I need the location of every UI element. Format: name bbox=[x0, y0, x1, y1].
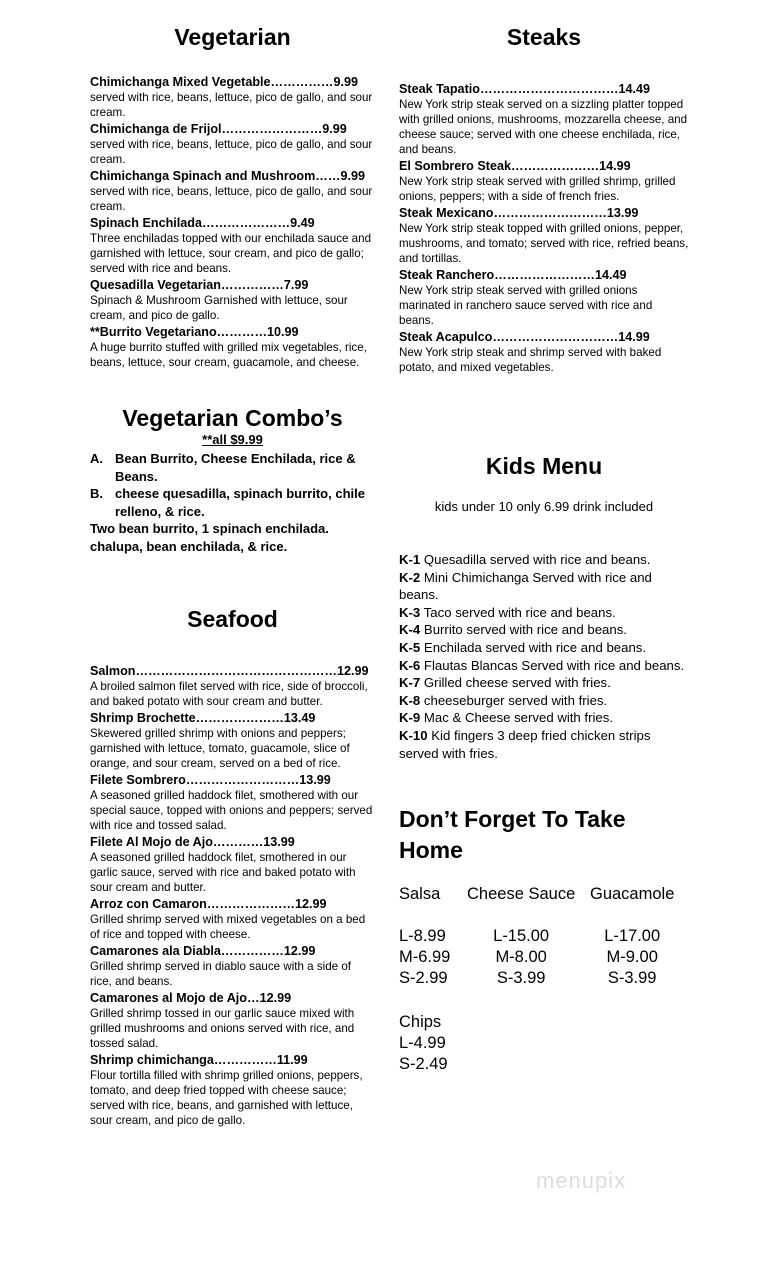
kids-item bbox=[399, 639, 689, 657]
seafood-items bbox=[90, 663, 375, 1129]
kids-item bbox=[399, 692, 689, 710]
kids-text: Grilled cheese served with fries. bbox=[420, 675, 611, 691]
kids-text: Mini Chimichanga Served with rice and beans. bbox=[399, 569, 652, 603]
combo-option bbox=[90, 450, 375, 485]
to-go-medium: M-9.00 bbox=[606, 948, 658, 966]
menu-item bbox=[90, 710, 375, 771]
combo-title: Vegetarian Combo’s bbox=[122, 405, 343, 431]
kids-item bbox=[399, 657, 689, 675]
combo-text: cheese quesadilla, spinach burrito, chile relleno, & rice. bbox=[115, 486, 365, 519]
combo-option bbox=[90, 485, 375, 520]
item-description: Grilled shrimp served with mixed vegetables on a bed of rice and topped with cheese. bbox=[90, 913, 366, 941]
kids-code: K-10 bbox=[399, 727, 428, 743]
kids-text: Burrito served with rice and beans. bbox=[420, 622, 627, 638]
to-go-name: Salsa bbox=[399, 885, 441, 903]
to-go-name: Guacamole bbox=[590, 885, 675, 903]
to-go-column-salsa bbox=[399, 884, 450, 989]
to-go-small: S-2.99 bbox=[399, 969, 448, 987]
item-name: Quesadilla Vegetarian……………7.99 bbox=[90, 278, 309, 292]
to-go-medium: M-6.99 bbox=[399, 948, 451, 966]
to-go-column-guacamole bbox=[590, 884, 674, 989]
menu-item bbox=[90, 168, 375, 214]
item-description: A huge burrito stuffed with grilled mix vegetables, rice, beans, lettuce, sour cream, guacamole, and cheese. bbox=[90, 341, 367, 369]
to-go-title-line: Home bbox=[399, 837, 463, 863]
to-go-medium: M-8.00 bbox=[495, 948, 547, 966]
kids-text: Kid fingers 3 deep fried chicken strips served with fries. bbox=[399, 727, 651, 761]
right-column bbox=[399, 0, 689, 1265]
menu-item bbox=[90, 834, 375, 895]
kids-title: Kids Menu bbox=[485, 453, 603, 479]
vegetarian-items bbox=[90, 74, 375, 371]
item-name: Camarones ala Diabla……………12.99 bbox=[90, 944, 316, 958]
steaks-title: Steaks bbox=[506, 24, 582, 50]
kids-code: K-5 bbox=[399, 639, 421, 655]
item-description: A broiled salmon filet served with rice, side of broccoli, and baked potato with sour cream and butter. bbox=[90, 680, 368, 708]
to-go-large: L-15.00 bbox=[493, 927, 550, 945]
item-name: Shrimp Brochette…………………13.49 bbox=[90, 711, 316, 725]
item-name: Filete Al Mojo de Ajo…………13.99 bbox=[90, 835, 295, 849]
to-go-name: Cheese Sauce bbox=[467, 885, 576, 903]
item-description: A seasoned grilled haddock filet, smothered with our special sauce, topped with onions and peppers; served with rice and tossed salad. bbox=[90, 789, 373, 832]
item-name: Spinach Enchilada…………………9.49 bbox=[90, 216, 315, 230]
item-description: Three enchiladas topped with our enchilada sauce and garnished with lettuce, sour cream, and pico de gallo; served with rice and beans. bbox=[90, 232, 372, 275]
combo-letter: B. bbox=[90, 486, 103, 501]
kids-text: Flautas Blancas Served with rice and beans. bbox=[420, 657, 685, 673]
item-name: Shrimp chimichanga……………11.99 bbox=[90, 1053, 308, 1067]
kids-item bbox=[399, 727, 689, 762]
menu-item bbox=[399, 81, 689, 157]
kids-code: K-1 bbox=[399, 552, 421, 567]
kids-code: K-8 bbox=[399, 692, 421, 708]
kids-text: Quesadilla served with rice and beans. bbox=[420, 552, 651, 567]
item-description: served with rice, beans, lettuce, pico de gallo, and sour cream. bbox=[90, 91, 373, 119]
kids-code: K-4 bbox=[399, 622, 421, 638]
to-go-large: L-17.00 bbox=[604, 927, 661, 945]
item-description: Skewered grilled shrimp with onions and peppers; garnished with lettuce, tomato, guacamole, slice of orange, and sour cream, served on a bed of rice. bbox=[90, 727, 350, 770]
chips-large: L-4.99 bbox=[399, 1034, 446, 1052]
item-description: Spinach & Mushroom Garnished with lettuce, sour cream, and pico de gallo. bbox=[90, 294, 348, 322]
kids-code: K-7 bbox=[399, 675, 421, 691]
to-go-small: S-3.99 bbox=[496, 969, 546, 987]
menu-item bbox=[90, 943, 375, 989]
to-go-title bbox=[399, 804, 626, 866]
item-name: Steak Ranchero……………………14.49 bbox=[399, 268, 627, 282]
vegetarian-title: Vegetarian bbox=[174, 24, 291, 50]
item-name: Salmon…………………………………………12.99 bbox=[90, 664, 369, 678]
menu-item bbox=[399, 267, 689, 328]
item-name: Filete Sombrero………………………13.99 bbox=[90, 773, 331, 787]
kids-code: K-2 bbox=[399, 569, 421, 585]
combo-text: Bean Burrito, Cheese Enchilada, rice & Beans. bbox=[115, 451, 356, 484]
item-description: New York strip steak served on a sizzling platter topped with grilled onions, mushrooms, mozzarella cheese, and cheese sauce; served with one cheese enchilada, rice, and beans. bbox=[399, 98, 688, 156]
kids-note: kids under 10 only 6.99 drink included bbox=[434, 499, 654, 514]
to-go-large: L-8.99 bbox=[399, 927, 446, 945]
item-description: Flour tortilla filled with shrimp grilled onions, peppers, tomato, and deep fried topped with cheese sauce; served with rice, beans, and garnished with lettuce, sour cream, and pico de gallo. bbox=[90, 1069, 363, 1127]
kids-text: cheeseburger served with fries. bbox=[420, 692, 608, 708]
menu-item bbox=[399, 329, 689, 375]
item-name: Camarones al Mojo de Ajo…12.99 bbox=[90, 991, 292, 1005]
item-description: Grilled shrimp served in diablo sauce with a side of rice, and beans. bbox=[90, 960, 351, 988]
item-description: New York strip steak served with grilled shrimp, grilled onions, peppers; with a side of french fries. bbox=[399, 175, 676, 203]
menu-item bbox=[90, 277, 375, 323]
menu-item bbox=[90, 121, 375, 167]
to-go-title-line: Don’t Forget To Take bbox=[399, 806, 626, 832]
seafood-title: Seafood bbox=[187, 606, 278, 632]
combo-extra: Two bean burrito, 1 spinach enchilada. chalupa, bean enchilada, & rice. bbox=[90, 521, 329, 554]
to-go-chips bbox=[399, 1012, 448, 1075]
watermark-logo: menupix bbox=[536, 1168, 627, 1193]
item-name: El Sombrero Steak…………………14.99 bbox=[399, 159, 631, 173]
menu-item bbox=[399, 158, 689, 204]
kids-item bbox=[399, 674, 689, 692]
item-name: Steak Acapulco…………………………14.99 bbox=[399, 330, 650, 344]
item-description: New York strip steak topped with grilled onions, pepper, mushrooms, and tomato; served with rice, refried beans, and tortillas. bbox=[399, 222, 689, 265]
item-name: Chimichanga de Frijol……………………9.99 bbox=[90, 122, 347, 136]
menu-item bbox=[399, 205, 689, 266]
to-go-column-cheese-sauce bbox=[467, 884, 575, 989]
kids-item bbox=[399, 604, 689, 622]
kids-text: Taco served with rice and beans. bbox=[420, 604, 616, 620]
kids-code: K-6 bbox=[399, 657, 421, 673]
item-description: served with rice, beans, lettuce, pico de gallo, and sour cream. bbox=[90, 138, 373, 166]
chips-name: Chips bbox=[399, 1013, 442, 1031]
item-description: served with rice, beans, lettuce, pico de gallo, and sour cream. bbox=[90, 185, 373, 213]
item-name: Steak Mexicano………………………13.99 bbox=[399, 206, 639, 220]
menu-item bbox=[90, 324, 375, 370]
kids-item bbox=[399, 709, 689, 727]
menu-item bbox=[90, 74, 375, 120]
left-column bbox=[90, 0, 375, 1265]
kids-code: K-3 bbox=[399, 604, 421, 620]
combo-letter: A. bbox=[90, 451, 103, 466]
item-name: Chimichanga Spinach and Mushroom……9.99 bbox=[90, 169, 366, 183]
item-description: Grilled shrimp tossed in our garlic sauce mixed with grilled mushrooms and onions served with rice, and tossed salad. bbox=[90, 1007, 355, 1050]
kids-item bbox=[399, 569, 689, 604]
kids-text: Mac & Cheese served with fries. bbox=[420, 710, 614, 726]
combo-options bbox=[90, 450, 375, 555]
to-go-small: S-3.99 bbox=[607, 969, 657, 987]
kids-items bbox=[399, 551, 689, 762]
menu-item bbox=[90, 896, 375, 942]
kids-code: K-9 bbox=[399, 710, 421, 726]
menu-item bbox=[90, 1052, 375, 1128]
kids-item bbox=[399, 621, 689, 639]
item-name: **Burrito Vegetariano…………10.99 bbox=[90, 325, 299, 339]
item-name: Steak Tapatio……………………………14.49 bbox=[399, 82, 650, 96]
menu-item bbox=[90, 215, 375, 276]
item-name: Arroz con Camaron…………………12.99 bbox=[90, 897, 327, 911]
item-description: New York strip steak served with grilled onions marinated in ranchero sauce served with rice and beans. bbox=[399, 284, 653, 327]
menu-item bbox=[90, 990, 375, 1051]
kids-text: Enchilada served with rice and beans. bbox=[420, 639, 647, 655]
steaks-items bbox=[399, 81, 689, 376]
item-description: A seasoned grilled haddock filet, smothered in our garlic sauce, served with rice and baked potato with sour cream and butter. bbox=[90, 851, 356, 894]
menu-item bbox=[90, 772, 375, 833]
item-name: Chimichanga Mixed Vegetable……………9.99 bbox=[90, 75, 359, 89]
menu-item bbox=[90, 663, 375, 709]
kids-item bbox=[399, 551, 689, 569]
combo-price: **all $9.99 bbox=[202, 432, 263, 447]
chips-small: S-2.49 bbox=[399, 1055, 448, 1073]
item-description: New York strip steak and shrimp served with baked potato, and mixed vegetables. bbox=[399, 346, 662, 374]
